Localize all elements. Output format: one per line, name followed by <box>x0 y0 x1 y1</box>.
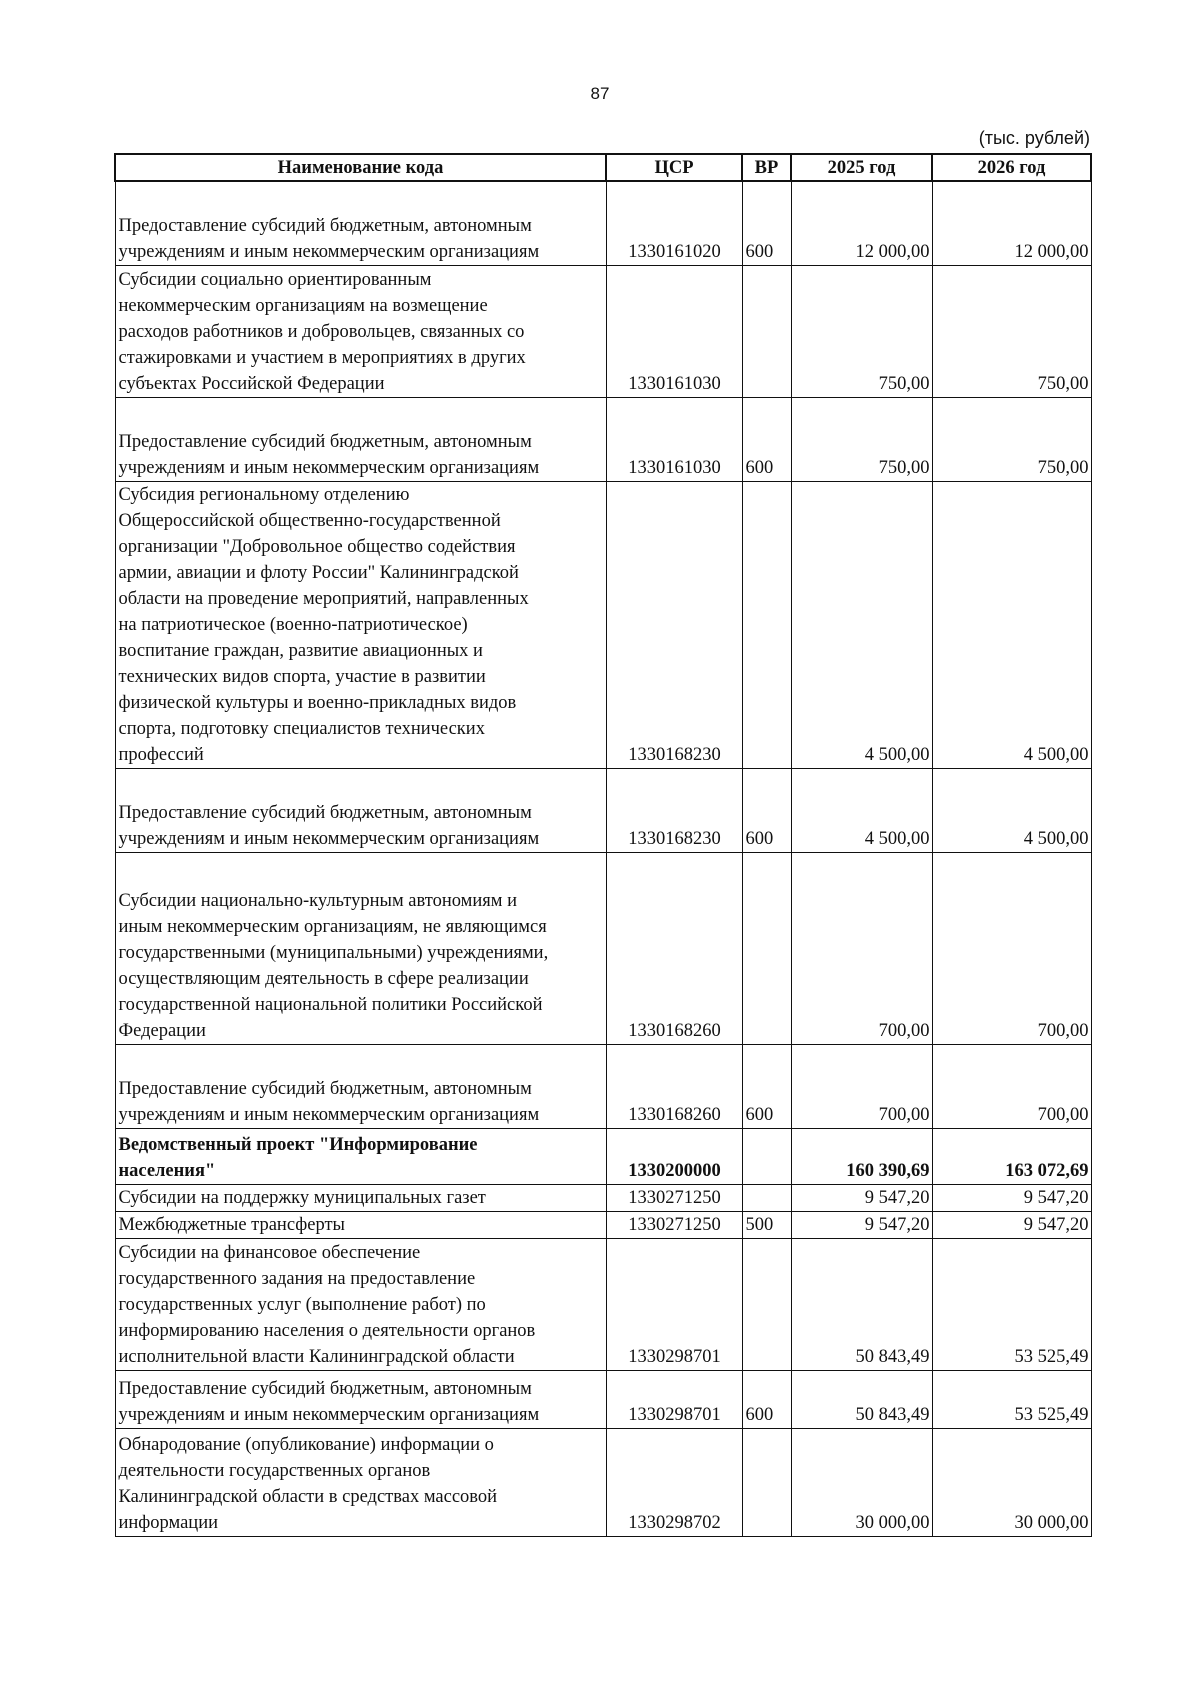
row-vr <box>742 1184 791 1211</box>
table-row <box>115 181 1091 265</box>
row-amount-2025: 12 000,00 <box>791 181 932 265</box>
row-csr: 1330161030 <box>606 265 742 397</box>
header-vr: ВР <box>742 154 791 181</box>
row-amount-2025: 4 500,00 <box>791 768 932 852</box>
table-row <box>115 1184 1091 1211</box>
row-csr: 1330298702 <box>606 1428 742 1536</box>
table-body <box>115 181 1091 1536</box>
row-amount-2025: 750,00 <box>791 397 932 481</box>
row-name: Субсидии на поддержку муниципальных газет <box>115 1184 606 1211</box>
row-csr: 1330271250 <box>606 1211 742 1238</box>
row-name: Предоставление субсидий бюджетным, автономным учреждениям и иным некоммерческим организациям <box>115 1044 606 1128</box>
row-amount-2025: 50 843,49 <box>791 1238 932 1370</box>
row-name: Субсидии социально ориентированным некоммерческим организациям на возмещение расходов работников и добровольцев, связанных со стажировками и участием в мероприятиях в других субъектах Российской Федерации <box>115 265 606 397</box>
budget-table <box>114 153 1092 1537</box>
row-vr <box>742 852 791 1044</box>
row-amount-2026: 163 072,69 <box>932 1128 1091 1184</box>
row-name: Ведомственный проект "Информирование населения" <box>115 1128 606 1184</box>
row-amount-2026: 12 000,00 <box>932 181 1091 265</box>
row-name: Предоставление субсидий бюджетным, автономным учреждениям и иным некоммерческим организациям <box>115 1370 606 1428</box>
row-name: Субсидии национально-культурным автономиям и иным некоммерческим организациям, не являющимся государственными (муниципальными) учреждениями, осуществляющим деятельность в сфере реализации государственной национальной политики Российской Федерации <box>115 852 606 1044</box>
row-amount-2025: 700,00 <box>791 1044 932 1128</box>
row-name: Обнародование (опубликование) информации о деятельности государственных органов Калининградской области в средствах массовой информации <box>115 1428 606 1536</box>
header-csr: ЦСР <box>606 154 742 181</box>
row-csr: 1330298701 <box>606 1238 742 1370</box>
row-amount-2026: 750,00 <box>932 397 1091 481</box>
row-amount-2025: 160 390,69 <box>791 1128 932 1184</box>
page-number: 87 <box>590 84 610 103</box>
row-name: Межбюджетные трансферты <box>115 1211 606 1238</box>
row-amount-2026: 750,00 <box>932 265 1091 397</box>
row-vr <box>742 265 791 397</box>
row-amount-2025: 9 547,20 <box>791 1211 932 1238</box>
header-2026: 2026 год <box>932 154 1091 181</box>
row-csr: 1330161030 <box>606 397 742 481</box>
row-vr <box>742 1428 791 1536</box>
row-amount-2026: 700,00 <box>932 1044 1091 1128</box>
row-vr: 600 <box>742 1370 791 1428</box>
table-row <box>115 1370 1091 1428</box>
row-name: Предоставление субсидий бюджетным, автономным учреждениям и иным некоммерческим организациям <box>115 768 606 852</box>
row-csr: 1330200000 <box>606 1128 742 1184</box>
row-vr: 600 <box>742 768 791 852</box>
row-amount-2026: 53 525,49 <box>932 1370 1091 1428</box>
table-row <box>115 1211 1091 1238</box>
row-vr <box>742 1238 791 1370</box>
row-amount-2026: 9 547,20 <box>932 1211 1091 1238</box>
row-vr: 600 <box>742 181 791 265</box>
table-row <box>115 481 1091 768</box>
row-csr: 1330168260 <box>606 1044 742 1128</box>
row-amount-2025: 30 000,00 <box>791 1428 932 1536</box>
row-amount-2026: 53 525,49 <box>932 1238 1091 1370</box>
row-csr: 1330168230 <box>606 768 742 852</box>
row-csr: 1330298701 <box>606 1370 742 1428</box>
row-vr: 600 <box>742 1044 791 1128</box>
row-amount-2026: 4 500,00 <box>932 768 1091 852</box>
row-vr: 500 <box>742 1211 791 1238</box>
row-amount-2025: 9 547,20 <box>791 1184 932 1211</box>
row-csr: 1330168230 <box>606 481 742 768</box>
header-name: Наименование кода <box>115 154 606 181</box>
table-row <box>115 1044 1091 1128</box>
table-row <box>115 768 1091 852</box>
row-csr: 1330168260 <box>606 852 742 1044</box>
table-row <box>115 265 1091 397</box>
units-label: (тыс. рублей) <box>978 128 1090 148</box>
row-amount-2025: 4 500,00 <box>791 481 932 768</box>
row-amount-2026: 30 000,00 <box>932 1428 1091 1536</box>
table-row <box>115 397 1091 481</box>
row-amount-2026: 4 500,00 <box>932 481 1091 768</box>
row-name: Субсидии на финансовое обеспечение государственного задания на предоставление государственных услуг (выполнение работ) по информированию населения о деятельности органов исполнительной власти Калининградской области <box>115 1238 606 1370</box>
row-amount-2025: 750,00 <box>791 265 932 397</box>
table-row <box>115 1238 1091 1370</box>
table-row <box>115 1128 1091 1184</box>
row-amount-2026: 9 547,20 <box>932 1184 1091 1211</box>
row-csr: 1330271250 <box>606 1184 742 1211</box>
header-2025: 2025 год <box>791 154 932 181</box>
row-name: Предоставление субсидий бюджетным, автономным учреждениям и иным некоммерческим организациям <box>115 397 606 481</box>
row-csr: 1330161020 <box>606 181 742 265</box>
row-vr: 600 <box>742 397 791 481</box>
table-header-row <box>115 154 1091 181</box>
row-vr <box>742 481 791 768</box>
row-amount-2025: 50 843,49 <box>791 1370 932 1428</box>
row-amount-2025: 700,00 <box>791 852 932 1044</box>
table-row <box>115 852 1091 1044</box>
table-row <box>115 1428 1091 1536</box>
row-name: Предоставление субсидий бюджетным, автономным учреждениям и иным некоммерческим организациям <box>115 181 606 265</box>
row-vr <box>742 1128 791 1184</box>
row-name: Субсидия региональному отделению Общероссийской общественно-государственной организации "Добровольное общество содействия армии, авиации и флоту России" Калининградской области на проведение мероприятий, направленных на патриотическое (военно-патриотическое) воспитание граждан, развитие авиационных и технических видов спорта, участие в развитии физической культуры и военно-прикладных видов спорта, подготовку специалистов технических профессий <box>115 481 606 768</box>
row-amount-2026: 700,00 <box>932 852 1091 1044</box>
